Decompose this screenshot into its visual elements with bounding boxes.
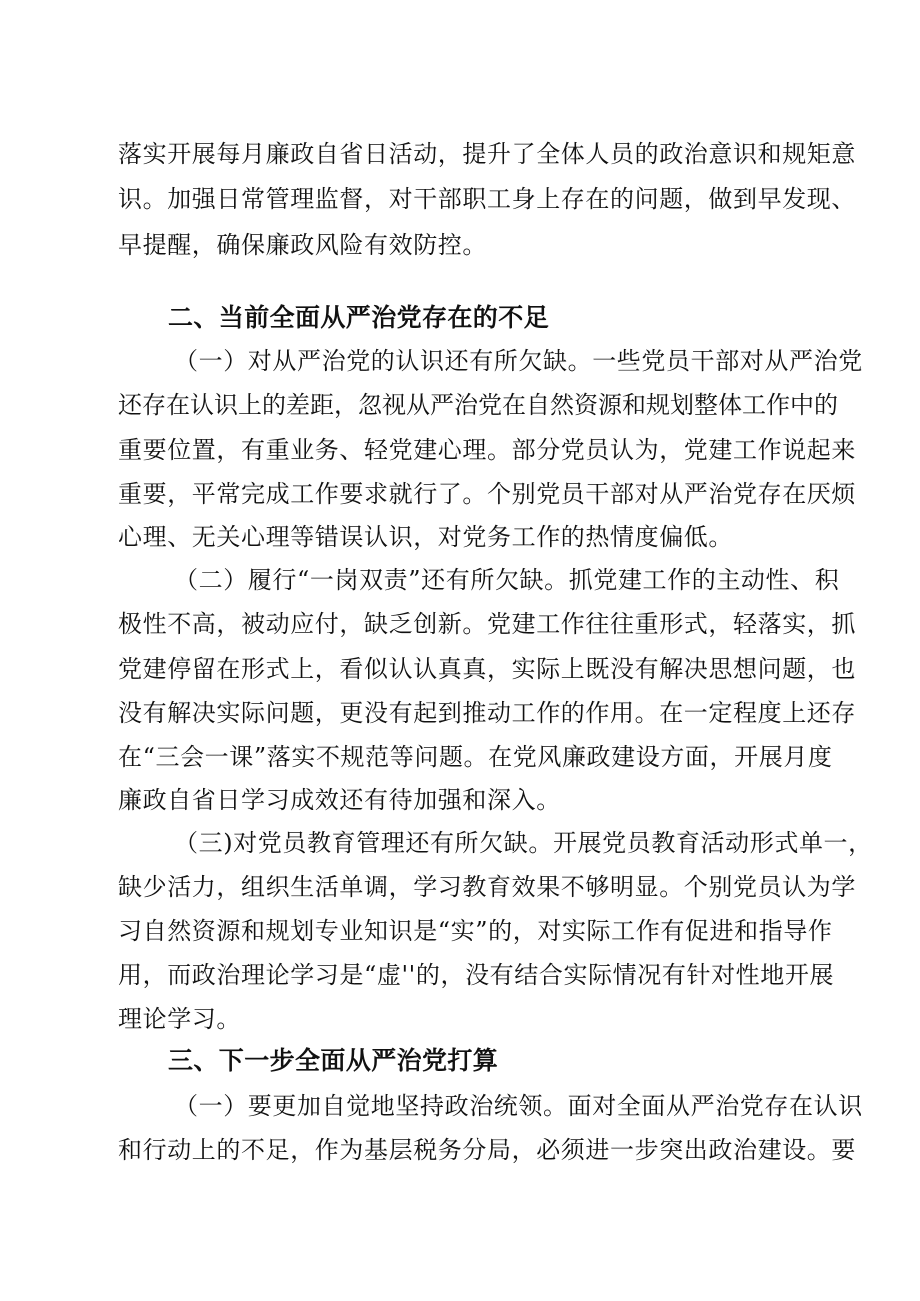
paragraph-line: 早提醒，确保廉政风险有效防控。: [118, 231, 487, 259]
paragraph-line: 落实开展每月廉政自省日活动，提升了全体人员的政治意识和规矩意: [118, 140, 856, 168]
paragraph-line: 缺少活力，组织生活单调，学习教育效果不够明显。个别党员认为学: [118, 873, 856, 901]
section-heading: 三、下一步全面从严治党打算: [168, 1046, 499, 1075]
paragraph-line: 在“三会一课”落实不规范等问题。在党风廉政建设方面，开展月度: [118, 743, 833, 771]
paragraph-line: 廉政自省日学习成效还有待加强和深入。: [118, 786, 561, 814]
paragraph-line: 识。加强日常管理监督，对干部职工身上存在的问题，做到早发现、: [118, 185, 856, 213]
paragraph-line: 党建停留在形式上，看似认认真真，实际上既没有解决思想问题，也: [118, 655, 856, 683]
paragraph-line: （一）要更加自觉地坚持政治统领。面对全面从严治党存在认识: [174, 1092, 863, 1120]
paragraph-line: 重要，平常完成工作要求就行了。个别党员干部对从严治党存在厌烦: [118, 480, 856, 508]
paragraph-line: 还存在认识上的差距，忽视从严治党在自然资源和规划整体工作中的: [118, 391, 838, 419]
paragraph-line: 没有解决实际问题，更没有起到推动工作的作用。在一定程度上还存: [118, 699, 856, 727]
paragraph-line: 心理、无关心理等错误认识，对党务工作的热情度偏低。: [118, 523, 733, 551]
paragraph-line: 习自然资源和规划专业知识是“实”的，对实际工作有促进和指导作: [118, 917, 833, 945]
section-heading: 二、当前全面从严治党存在的不足: [168, 303, 550, 332]
paragraph-line: 用，而政治理论学习是“虚''的，没有结合实际情况有针对性地开展: [118, 961, 835, 989]
paragraph-line: （一）对从严治党的认识还有所欠缺。一些党员干部对从严治党: [174, 347, 863, 375]
paragraph-line: 极性不高，被动应付，缺乏创新。党建工作往往重形式，轻落实，抓: [118, 610, 856, 638]
paragraph-line: 理论学习。: [118, 1005, 241, 1033]
paragraph-line: 和行动上的不足，作为基层税务分局，必须进一步突出政治建设。要: [118, 1136, 856, 1164]
paragraph-line: （三)对党员教育管理还有所欠缺。开展党员教育活动形式单一，: [174, 829, 873, 857]
paragraph-line: （二）履行“一岗双责”还有所欠缺。抓党建工作的主动性、积: [174, 566, 840, 594]
paragraph-line: 重要位置，有重业务、轻党建心理。部分党员认为，党建工作说起来: [118, 436, 856, 464]
